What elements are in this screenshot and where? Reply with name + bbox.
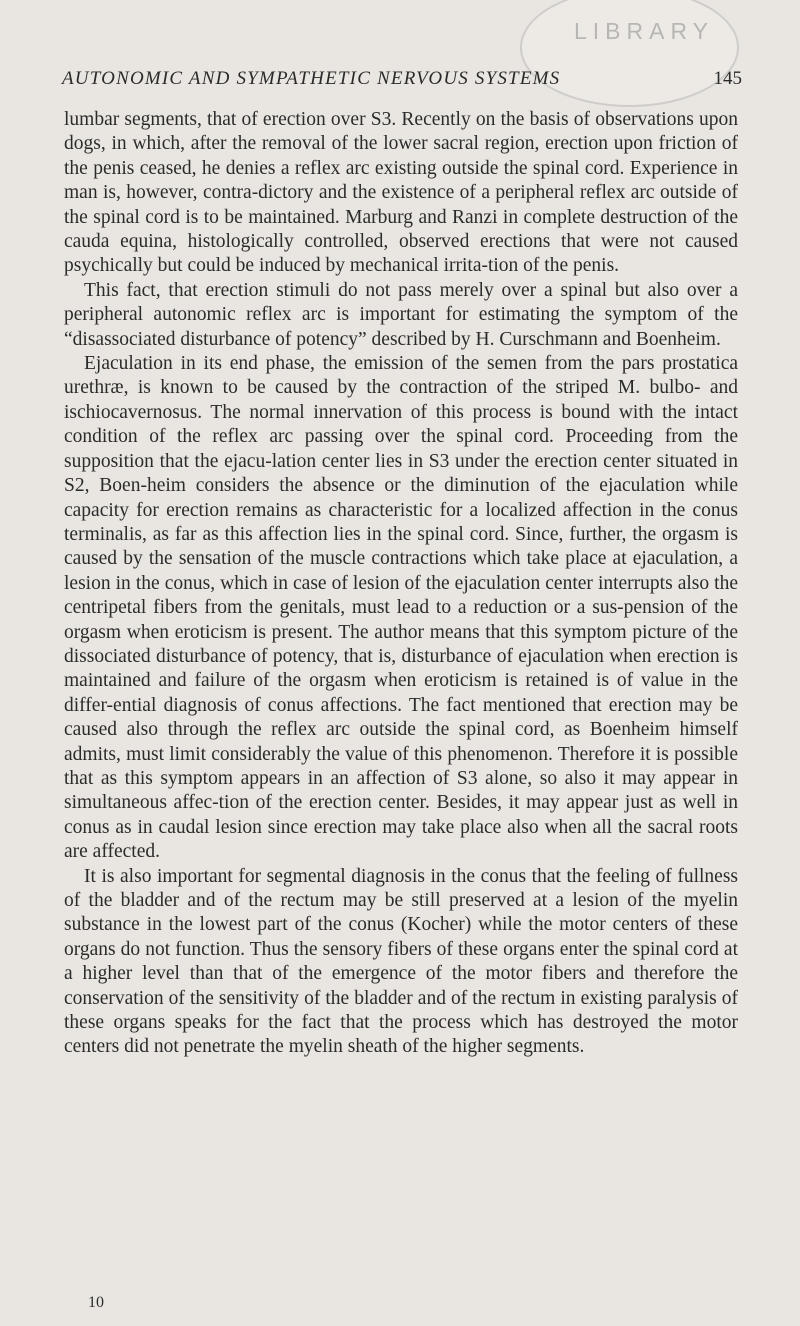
running-header	[62, 68, 742, 96]
page-number: 145	[713, 68, 742, 89]
paragraph-1: lumbar segments, that of erection over S3. Recently on the basis of observations upon dogs, in which, after the removal of the lower sacral region, erection upon friction of the penis ceased, he denies a reflex arc existing outside the spinal cord. Experience in man is, however, contra-dictory and the existence of a peripheral reflex arc outside of the spinal cord is to be maintained. Marburg and Ranzi in complete destruction of the cauda equina, histologically controlled, observed erections that were not caused psychically but could be induced by mechanical irrita-tion of the penis.	[64, 109, 738, 277]
paragraph-2: This fact, that erection stimuli do not pass merely over a spinal but also over a peripheral autonomic reflex arc is important for estimating the symptom of the “disassociated disturbance of potency” described by H. Curschmann and Boenheim.	[64, 279, 738, 350]
paragraph-3: Ejaculation in its end phase, the emission of the semen from the pars prostatica urethræ, is known to be caused by the contraction of the striped M. bulbo- and ischiocavernosus. The normal innervation of this process is bound with the intact condition of the reflex arc passing over the spinal cord. Proceeding from the supposition that the ejacu-lation center lies in S3 under the erection center situated in S2, Boen-heim considers the absence or the diminution of the ejaculation while capacity for erection remains as characteristic for a localized affection in the conus terminalis, as far as this affection lies in the spinal cord. Since, further, the orgasm is caused by the sensation of the muscle contractions which take place at ejaculation, a lesion in the conus, which in case of lesion of the ejaculation center interrupts also the centripetal fibers from the genitals, must lead to a reduction or a sus-pension of the orgasm when eroticism is present. The author means that this symptom picture of the dissociated disturbance of potency, that is, disturbance of ejaculation when erection is maintained and failure of the orgasm when eroticism is retained is of value in the differ-ential diagnosis of conus affections. The fact mentioned that erection may be caused also through the reflex arc outside the spinal cord, as Boenheim himself admits, must limit considerably the value of this phenomenon. Therefore it is possible that as this symptom appears in an affection of S3 alone, so also it may appear in simultaneous affec-tion of the erection center. Besides, it may appear just as well in conus as in caudal lesion since erection may take place also when all the sacral roots are affected.	[64, 353, 738, 863]
running-header-title: AUTONOMIC AND SYMPATHETIC NERVOUS SYSTEMS	[62, 68, 561, 89]
body-text	[64, 108, 738, 1060]
library-stamp-text: LIBRARY	[574, 18, 715, 44]
signature-mark: 10	[88, 1294, 104, 1311]
paragraph-4: It is also important for segmental diagnosis in the conus that the feeling of fullness of the bladder and of the rectum may be still preserved at a lesion of the myelin substance in the lowest part of the conus (Kocher) while the motor centers of these organs do not function. Thus the sensory fibers of these organs enter the spinal cord at a higher level than that of the emergence of the motor fibers and therefore the conservation of the sensitivity of the bladder and of the rectum in existing paralysis of these organs speaks for the fact that the process which has destroyed the motor centers did not penetrate the myelin sheath of the higher segments.	[64, 865, 738, 1058]
